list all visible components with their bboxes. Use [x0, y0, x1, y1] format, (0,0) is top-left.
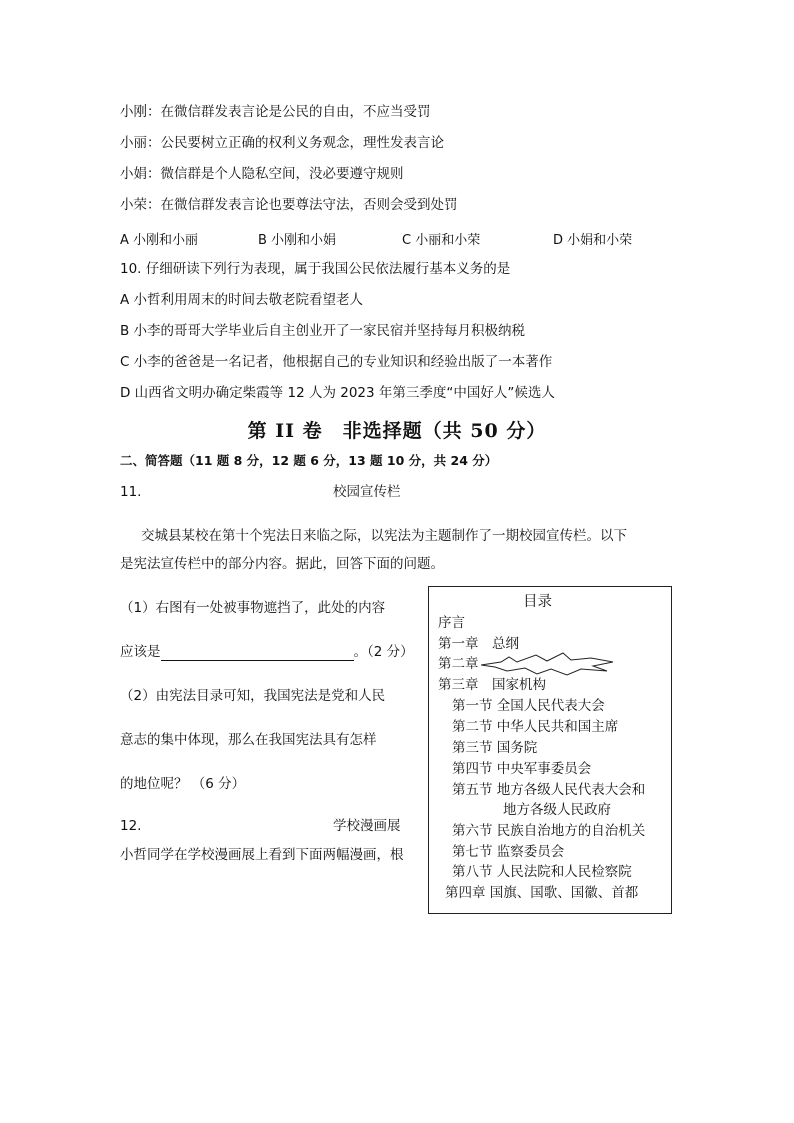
toc-section-1: 第一节 全国人民代表大会 — [452, 698, 605, 714]
q12-topic: 学校漫画展 — [333, 818, 401, 834]
q10-option-d: D 山西省文明办确定柴霞等 12 人为 2023 年第三季度“中国好人”候选人 — [120, 385, 555, 401]
q9-option-a: A 小刚和小丽 — [120, 233, 199, 248]
q11-sub2-line3: 的地位呢？ （6 分） — [120, 776, 246, 792]
toc-chapter-1: 第一章 总纲 — [438, 636, 519, 652]
toc-section-2: 第二节 中华人民共和国主席 — [452, 719, 619, 735]
section2-heading: 二、简答题（11 题 8 分，12 题 6 分，13 题 10 分，共 24 分） — [120, 453, 498, 468]
q11-intro-line1: 交城县某校在第十个宪法日来临之际，以宪法为主题制作了一期校园宣传栏。以下 — [141, 528, 627, 544]
statement-xiaorong: 小荣：在微信群发表言论也要尊法守法，否则会受到处罚 — [120, 197, 458, 213]
statement-xiaojuan: 小娟：微信群是个人隐私空间，没必要遵守规则 — [120, 166, 404, 182]
q11-sub2-line2: 意志的集中体现，那么在我国宪法具有怎样 — [120, 732, 377, 748]
toc-section-7: 第七节 监察委员会 — [452, 844, 565, 860]
obscuring-burst-shape — [481, 651, 613, 677]
toc-title: 目录 — [523, 594, 552, 610]
q11-sub1-line2 — [120, 643, 414, 661]
q11-intro-line2: 是宪法宣传栏中的部分内容。据此，回答下面的问题。 — [120, 556, 444, 572]
q10-option-c: C 小李的爸爸是一名记者，他根据自己的专业知识和经验出版了一本著作 — [120, 354, 553, 370]
section-title: 第 II 卷 非选择题（共 50 分） — [247, 420, 547, 442]
q10-stem: 10. 仔细研读下列行为表现，属于我国公民依法履行基本义务的是 — [120, 261, 511, 277]
q9-option-c: C 小丽和小荣 — [402, 233, 481, 248]
toc-section-4: 第四节 中央军事委员会 — [452, 761, 592, 777]
q11-sub1-line1: （1）右图有一处被事物遮挡了，此处的内容 — [120, 600, 386, 616]
toc-chapter-2: 第二章 — [438, 656, 479, 672]
q12-text: 小哲同学在学校漫画展上看到下面两幅漫画，根 — [120, 847, 404, 863]
q11-topic: 校园宣传栏 — [333, 484, 401, 500]
q9-option-b: B 小刚和小娟 — [258, 233, 337, 248]
toc-chapter-3: 第三章 国家机构 — [438, 677, 546, 693]
toc-chapter-4: 第四章 国旗、国歌、国徽、首都 — [445, 885, 639, 901]
q12-number: 12. — [120, 818, 142, 834]
q11-sub2-line1: （2）由宪法目录可知，我国宪法是党和人民 — [120, 688, 386, 704]
statement-xiaogang: 小刚：在微信群发表言论是公民的自由，不应当受罚 — [120, 104, 431, 120]
toc-section-5-cont: 地方各级人民政府 — [503, 802, 611, 818]
toc-section-8: 第八节 人民法院和人民检察院 — [452, 864, 632, 880]
q11-sub1-suffix: 。（2 分） — [353, 644, 414, 660]
q10-option-a: A 小哲利用周末的时间去敬老院看望老人 — [120, 292, 364, 308]
q9-option-d: D 小娟和小荣 — [553, 233, 633, 248]
constitution-toc-box — [428, 586, 672, 914]
toc-section-5: 第五节 地方各级人民代表大会和 — [452, 782, 646, 798]
q10-option-b: B 小李的哥哥大学毕业后自主创业开了一家民宿并坚持每月积极纳税 — [120, 323, 526, 339]
q11-sub1-prefix: 应该是 — [120, 644, 161, 660]
q11-number: 11. — [120, 484, 142, 500]
toc-section-6: 第六节 民族自治地方的自治机关 — [452, 823, 646, 839]
toc-preface: 序言 — [438, 615, 465, 631]
statement-xiaoli: 小丽：公民要树立正确的权利义务观念，理性发表言论 — [120, 135, 444, 151]
toc-section-3: 第三节 国务院 — [452, 740, 538, 756]
answer-blank[interactable] — [161, 646, 354, 661]
